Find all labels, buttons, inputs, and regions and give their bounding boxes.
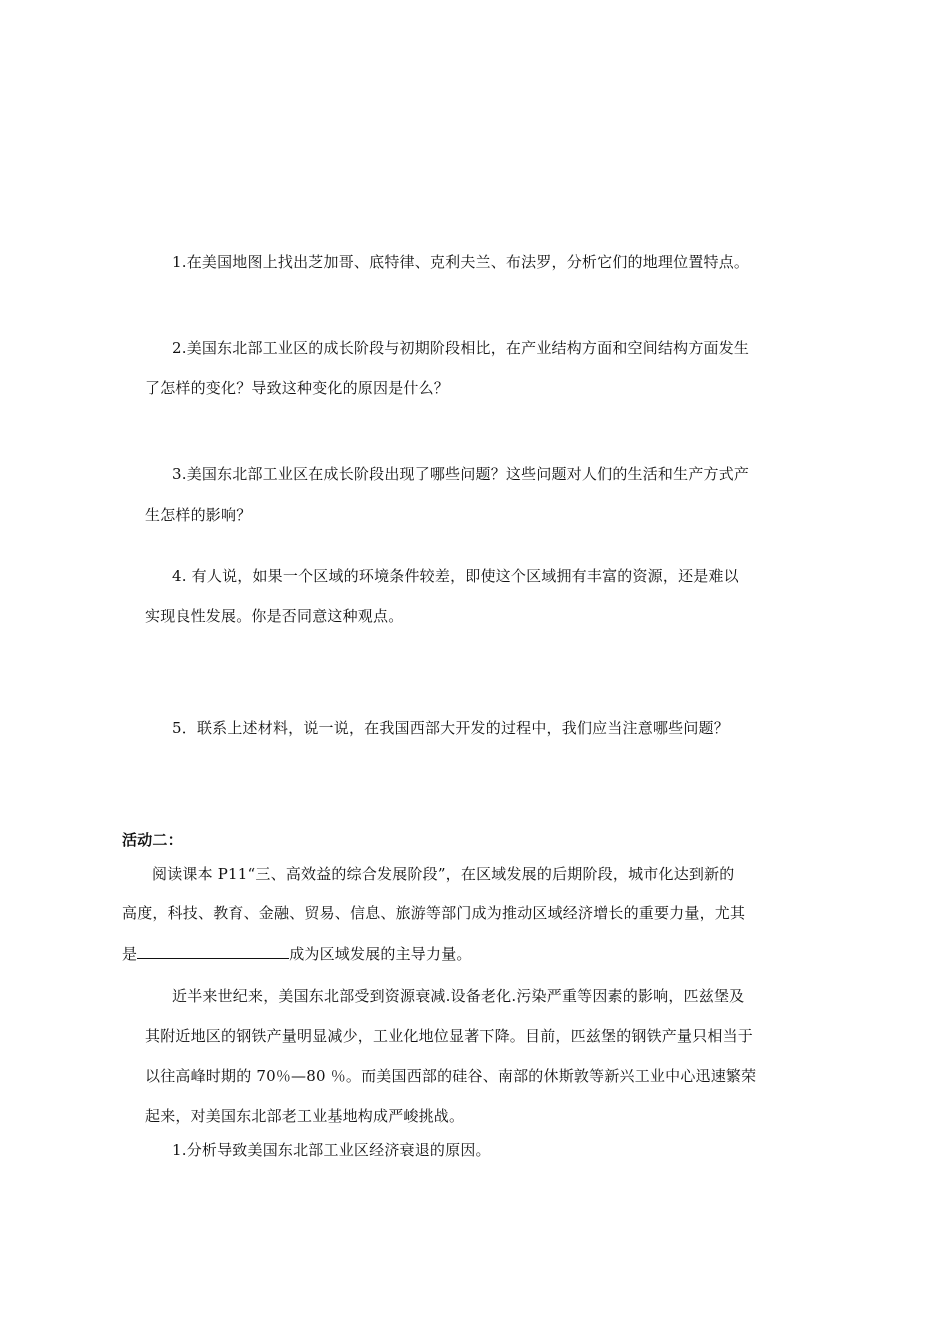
question-3-line-1: 3.美国东北部工业区在成长阶段出现了哪些问题？这些问题对人们的生活和生产方式产 <box>172 465 750 483</box>
question-3-line-2: 生怎样的影响？ <box>145 506 252 524</box>
activity-2-question-1: 1.分析导致美国东北部工业区经济衰退的原因。 <box>172 1141 491 1159</box>
activity-2-para-2-line-3: 以往高峰时期的 70％—80 ％。而美国西部的硅谷、南部的休斯敦等新兴工业中心迅速繁荣 <box>145 1067 757 1085</box>
question-2-line-2: 了怎样的变化？导致这种变化的原因是什么？ <box>145 379 450 397</box>
question-4-line-2: 实现良性发展。你是否同意这种观点。 <box>145 607 404 625</box>
question-1: 1.在美国地图上找出芝加哥、底特律、克利夫兰、布法罗，分析它们的地理位置特点。 <box>172 253 750 271</box>
fill-in-blank[interactable] <box>137 944 289 959</box>
text-after-blank: 成为区域发展的主导力量。 <box>289 945 472 963</box>
activity-2-para-2-line-4: 起来，对美国东北部老工业基地构成严峻挑战。 <box>145 1107 465 1125</box>
question-4-line-1: 4. 有人说，如果一个区域的环境条件较差，即使这个区域拥有丰富的资源，还是难以 <box>172 567 739 585</box>
text-before-blank: 是 <box>122 945 138 963</box>
activity-2-para-1-line-2: 高度，科技、教育、金融、贸易、信息、旅游等部门成为推动区域经济增长的重要力量，尤其 <box>122 904 746 922</box>
activity-2-para-2-line-2: 其附近地区的钢铁产量明显减少，工业化地位显著下降。目前，匹兹堡的钢铁产量只相当于 <box>145 1027 754 1045</box>
activity-2-heading: 活动二： <box>122 831 183 849</box>
activity-2-para-1-line-1: 阅读课本 P11“三、高效益的综合发展阶段”，在区域发展的后期阶段，城市化达到新的 <box>152 865 735 883</box>
activity-2-para-2-line-1: 近半来世纪来，美国东北部受到资源衰减.设备老化.污染严重等因素的影响，匹兹堡及 <box>172 987 745 1005</box>
question-2-line-1: 2.美国东北部工业区的成长阶段与初期阶段相比，在产业结构方面和空间结构方面发生 <box>172 339 750 357</box>
question-5: 5．联系上述材料，说一说，在我国西部大开发的过程中，我们应当注意哪些问题？ <box>172 719 729 737</box>
activity-2-para-1-line-3 <box>122 944 472 964</box>
